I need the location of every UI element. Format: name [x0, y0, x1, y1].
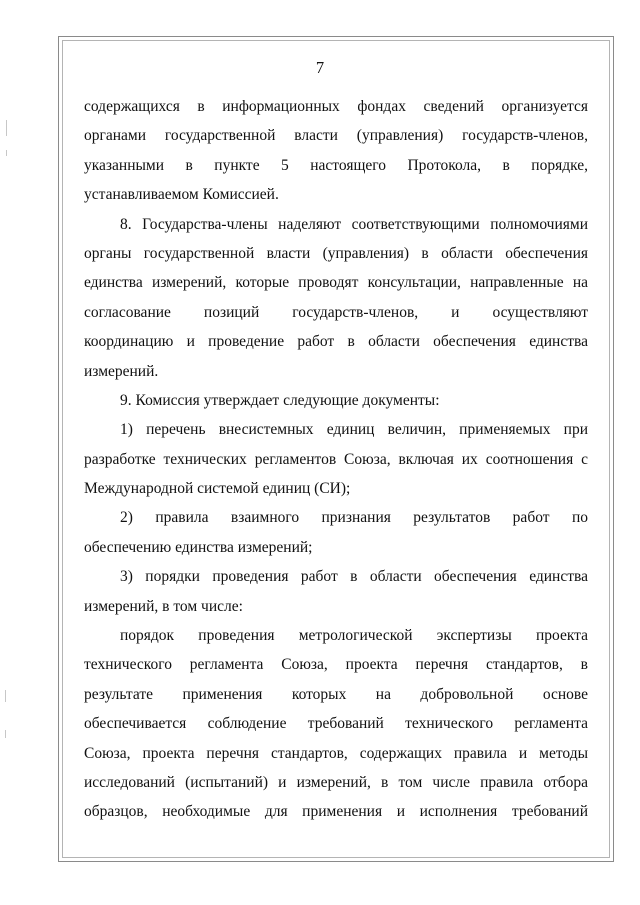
text-line: образцов, необходимые для применения и исполнения требований	[84, 803, 588, 821]
text-line: координацию и проведение работ в области обеспечения единства	[84, 333, 588, 351]
text-line: 8. Государства-члены наделяют соответствующими полномочиями	[120, 215, 588, 233]
text-line: органы государственной власти (управления) в области обеспечения	[84, 244, 588, 262]
scan-margin-mark	[5, 730, 6, 738]
text-line: согласование позиций государств-членов, и осуществляют	[84, 303, 588, 321]
text-line: 3) порядки проведения работ в области обеспечения единства	[120, 568, 588, 586]
paragraph	[84, 621, 588, 827]
text-line: органами государственной власти (управления) государств-членов,	[84, 127, 588, 145]
page-number: 7	[315, 58, 325, 77]
text-line: единства измерений, которые проводят консультации, направленные на	[84, 274, 588, 292]
scan-margin-mark	[6, 120, 7, 136]
text-line: 9. Комиссия утверждает следующие документы:	[120, 391, 440, 409]
paragraph	[84, 210, 588, 386]
text-line: обеспечивается соблюдение требований технического регламента	[84, 715, 588, 733]
paragraph	[84, 92, 588, 210]
text-line: технического регламента Союза, проекта перечня стандартов, в	[84, 656, 588, 674]
text-line: 2) правила взаимного признания результатов работ по	[120, 509, 588, 527]
scan-margin-mark	[5, 690, 6, 702]
text-line: Международной системой единиц (СИ);	[84, 480, 351, 498]
text-line: порядок проведения метрологической экспертизы проекта	[120, 627, 588, 645]
text-line: содержащихся в информационных фондах сведений организуется	[84, 98, 588, 115]
text-line: измерений.	[84, 362, 159, 380]
paragraph	[84, 562, 588, 621]
text-line: разработке технических регламентов Союза, включая их соотношения с	[84, 450, 588, 468]
paragraph	[84, 415, 588, 503]
text-line: Союза, проекта перечня стандартов, содержащих правила и методы	[84, 744, 588, 762]
text-line: измерений, в том числе:	[84, 597, 243, 615]
text-line: указанными в пункте 5 настоящего Протокола, в порядке,	[84, 156, 588, 174]
text-line: результате применения которых на добровольной основе	[84, 685, 588, 703]
paragraph	[84, 503, 588, 562]
text-line: обеспечению единства измерений;	[84, 538, 313, 556]
text-line: устанавливаемом Комиссией.	[84, 186, 279, 204]
scan-margin-mark	[6, 150, 7, 156]
document-body	[84, 92, 588, 827]
text-line: 1) перечень внесистемных единиц величин, применяемых при	[120, 421, 588, 439]
text-line: исследований (испытаний) и измерений, в том числе правила отбора	[84, 773, 588, 791]
paragraph	[84, 386, 588, 415]
